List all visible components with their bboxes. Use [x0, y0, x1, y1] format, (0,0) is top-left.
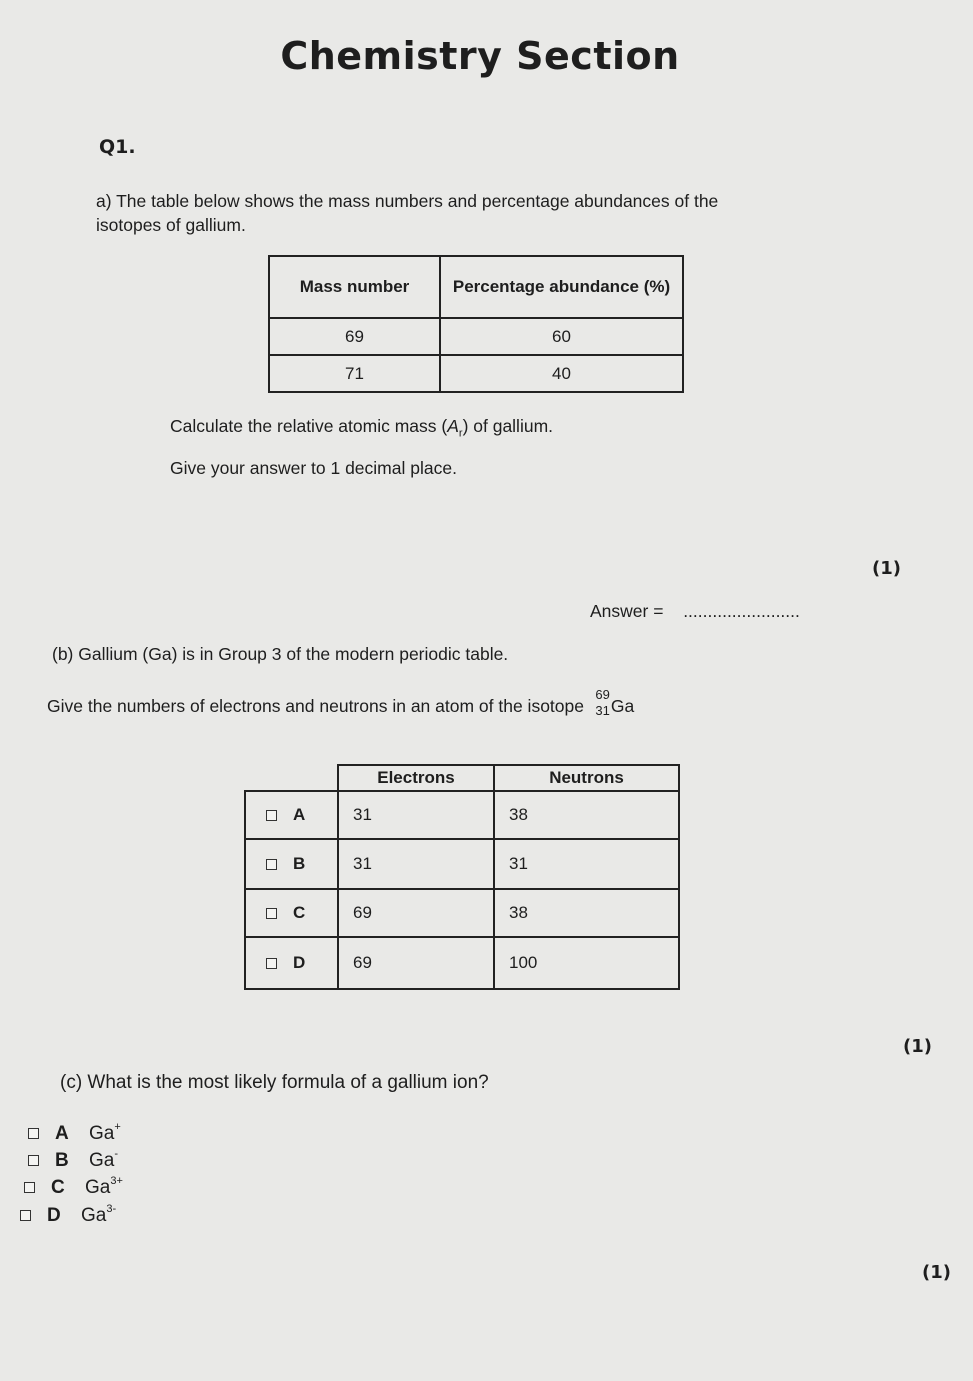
electrons-cell: 69: [338, 937, 494, 989]
answer-blank[interactable]: ........................: [683, 601, 800, 621]
checkbox-d[interactable]: [20, 1210, 31, 1221]
checkbox-a[interactable]: [28, 1128, 39, 1139]
choice-a[interactable]: A Ga+: [28, 1121, 121, 1145]
electrons-cell: 31: [338, 791, 494, 839]
neutrons-cell: 31: [494, 839, 679, 889]
checkbox-a[interactable]: [266, 810, 277, 821]
isotope-notation: 69 31: [595, 687, 610, 718]
header-electrons: Electrons: [338, 765, 494, 791]
table-row[interactable]: [245, 889, 679, 937]
header-percentage-abundance: Percentage abundance (%): [440, 256, 683, 318]
part-a-marks: (1): [872, 558, 901, 579]
answer-label: Answer =: [590, 601, 669, 621]
electrons-cell: 31: [338, 839, 494, 889]
table-row: [269, 355, 683, 392]
section-title: Chemistry Section: [280, 34, 680, 78]
header-mass-number: Mass number: [269, 256, 440, 318]
mass-number-cell: 69: [269, 318, 440, 355]
table-header-row: [245, 765, 679, 791]
neutrons-cell: 38: [494, 889, 679, 937]
header-neutrons: Neutrons: [494, 765, 679, 791]
abundance-cell: 60: [440, 318, 683, 355]
relative-atomic-mass-instruction: Calculate the relative atomic mass $(A_r)$ of gallium.: [170, 416, 554, 440]
electrons-neutrons-table: [244, 764, 680, 990]
isotope-abundance-table: [268, 255, 684, 393]
electrons-cell: 69: [338, 889, 494, 937]
option-c[interactable]: C: [245, 889, 338, 937]
checkbox-d[interactable]: [266, 958, 277, 969]
checkbox-b[interactable]: [28, 1155, 39, 1166]
table-row[interactable]: [245, 839, 679, 889]
choice-c[interactable]: C $Ga^{3+}$: [24, 1175, 123, 1199]
mass-number-cell: 71: [269, 355, 440, 392]
decimal-place-instruction: Give your answer to 1 decimal place.: [170, 458, 457, 478]
neutrons-cell: 38: [494, 791, 679, 839]
part-b-heading: (b) Gallium (Ga) is in Group 3 of the modern periodic table.: [52, 644, 509, 664]
part-c-marks: (1): [922, 1262, 951, 1283]
table-row[interactable]: [245, 791, 679, 839]
checkbox-c[interactable]: [24, 1182, 35, 1193]
choice-b[interactable]: B Ga-: [28, 1148, 118, 1172]
option-b[interactable]: B: [245, 839, 338, 889]
answer-line[interactable]: [590, 600, 800, 622]
part-a-intro-line1: a) The table below shows the mass numbers and percentage abundances of the: [96, 191, 719, 211]
part-a-intro-line2: isotopes of gallium.: [96, 215, 246, 235]
checkbox-b[interactable]: [266, 859, 277, 870]
choice-d[interactable]: D $Ga^{3-}$: [20, 1203, 116, 1227]
question-number: Q1.: [99, 136, 136, 158]
part-b-marks: (1): [903, 1036, 932, 1057]
table-row: [269, 318, 683, 355]
table-row[interactable]: [245, 937, 679, 989]
part-c-heading: (c) What is the most likely formula of a gallium ion?: [60, 1072, 489, 1093]
abundance-cell: 40: [440, 355, 683, 392]
part-b-prompt: Give the numbers of electrons and neutrons in an atom of the isotope 69 31 Ga: [47, 687, 635, 718]
header-blank: [245, 765, 338, 791]
table-header-row: [269, 256, 683, 318]
option-a[interactable]: A: [245, 791, 338, 839]
neutrons-cell: 100: [494, 937, 679, 989]
option-d[interactable]: D: [245, 937, 338, 989]
checkbox-c[interactable]: [266, 908, 277, 919]
